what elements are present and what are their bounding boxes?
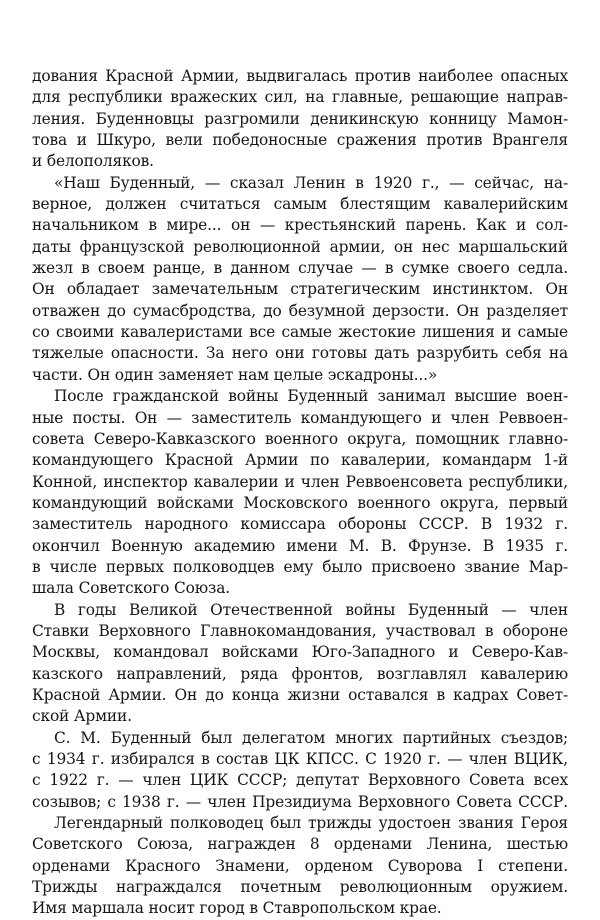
text-line: Имя маршала носит город в Ставропольском крае. [32, 899, 442, 918]
text-line: Конной, инспектор кавалерии и член Реввоенсовета республики, [32, 472, 568, 491]
text-line: ные посты. Он — заместитель командующего и член Реввоен- [32, 408, 568, 427]
paragraph-party-congresses [32, 728, 568, 813]
text-line: Советского Союза, награжден 8 орденами Ленина, шестью [32, 835, 568, 854]
paragraph-awards [32, 813, 568, 920]
text-line: совета Северо-Кавказского военного округа, помощник главно- [32, 429, 568, 448]
text-line: части. Он один заменяет нам целые эскадроны...» [32, 365, 438, 384]
text-line: командующий войсками Московского военного округа, первый [32, 493, 568, 512]
text-line: даты французской революционной армии, он нес маршальский [32, 237, 568, 256]
text-line: дования Красной Армии, выдвигалась против наиболее опасных [32, 67, 568, 85]
text-line: заместитель народного комиссара обороны СССР. В 1932 г. [32, 515, 568, 534]
text-line: жезл в своем ранце, в данном случае — в сумке своего седла. [32, 259, 568, 278]
document-page [32, 66, 568, 920]
text-line: После гражданской войны Буденный занимал высшие воен- [54, 387, 568, 406]
text-line: това и Шкуро, вели победоносные сражения против Врангеля [32, 131, 568, 150]
text-line: Ставки Верховного Главнокомандования, участвовал в обороне [32, 621, 568, 640]
text-line: казского направлений, ряда фронтов, возглавлял кавалерию [32, 664, 568, 683]
text-line: Красной Армии. Он до конца жизни оставался в кадрах Совет- [32, 685, 568, 704]
text-line: Легендарный полководец был трижды удостоен звания Героя [54, 814, 568, 833]
text-line: созывов; с 1938 г. — член Президиума Верховного Совета СССР. [32, 792, 568, 811]
text-line: отважен до сумасбродства, до безумной дерзости. Он разделяет [32, 301, 568, 320]
text-line: «Наш Буденный, — сказал Ленин в 1920 г., — сейчас, на- [54, 173, 568, 192]
text-line: со своими кавалеристами все самые жестокие лишения и самые [32, 323, 568, 342]
text-line: С. М. Буденный был делегатом многих партийных съездов; [54, 728, 568, 747]
text-line: с 1934 г. избирался в состав ЦК КПСС. С 1920 г. — член ВЦИК, [32, 750, 568, 768]
text-line: тяжелые опасности. За него они готовы дать разрубить себя на [32, 344, 568, 363]
text-line: Он обладает замечательным стратегическим инстинктом. Он [32, 280, 568, 299]
text-line: ления. Буденновцы разгромили деникинскую конницу Мамон- [32, 109, 568, 128]
text-line: шала Советского Союза. [32, 579, 230, 598]
paragraph-great-patriotic-war [32, 600, 568, 728]
text-line: верное, должен считаться самым блестящим кавалерийским [32, 195, 568, 214]
text-line: ской Армии. [32, 707, 132, 726]
text-line: командующего Красной Армии по кавалерии, командарм 1-й [32, 451, 568, 470]
text-line: с 1922 г. — член ЦИК СССР; депутат Верховного Совета всех [32, 771, 568, 790]
text-line: для республики вражеских сил, на главные, решающие направ- [32, 88, 568, 107]
text-line: и белополяков. [32, 152, 154, 171]
text-line: окончил Военную академию имени М. В. Фрунзе. В 1935 г. [32, 536, 568, 555]
text-line: начальником в мире... он — крестьянский парень. Как и сол- [32, 216, 568, 235]
paragraph-lenin-quote [32, 173, 568, 386]
text-line: Москвы, командовал войсками Юго-Западного и Северо-Кав- [32, 643, 568, 662]
paragraph-army-campaigns [32, 66, 568, 173]
paragraph-postwar-posts [32, 386, 568, 599]
text-line: орденами Красного Знамени, орденом Суворова I степени. [32, 856, 568, 875]
text-line: В годы Великой Отечественной войны Буденный — член [54, 600, 568, 619]
text-line: в числе первых полководцев ему было присвоено звание Мар- [32, 557, 568, 576]
text-line: Трижды награждался почетным революционным оружием. [32, 878, 568, 897]
